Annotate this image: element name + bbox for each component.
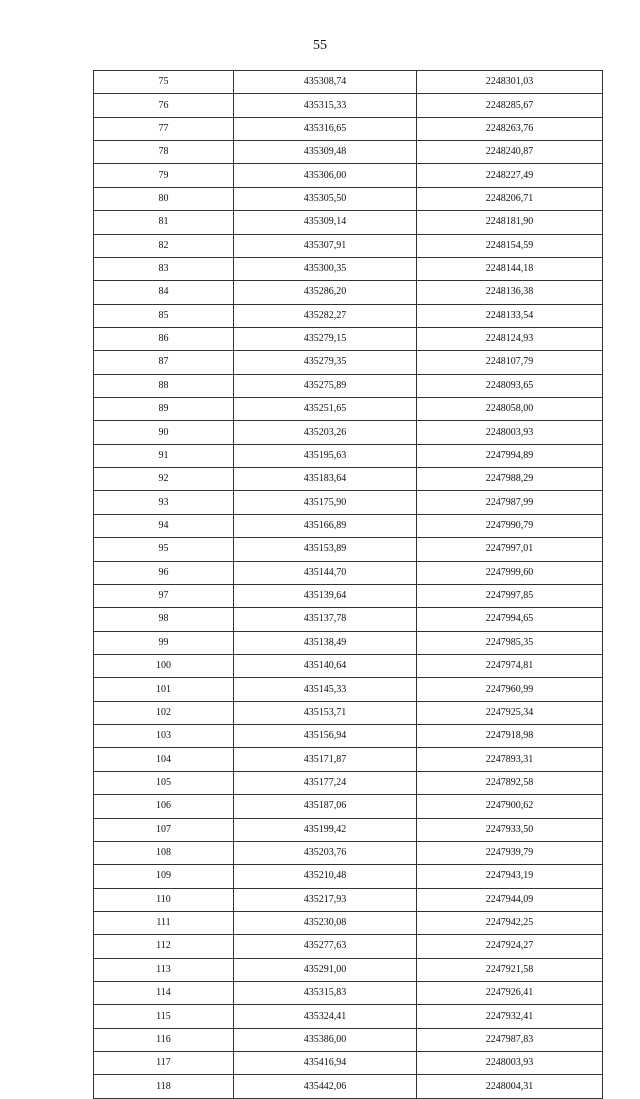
y-coordinate-cell: 2247985,35 [417,631,603,654]
point-number-cell: 92 [94,468,234,491]
table-row [94,514,603,537]
point-number-cell: 117 [94,1052,234,1075]
table-row [94,795,603,818]
y-coordinate-cell: 2247893,31 [417,748,603,771]
x-coordinate-cell: 435137,78 [234,608,417,631]
table-row [94,164,603,187]
y-coordinate-cell: 2248003,93 [417,1052,603,1075]
y-coordinate-cell: 2248154,59 [417,234,603,257]
x-coordinate-cell: 435416,94 [234,1052,417,1075]
point-number-cell: 88 [94,374,234,397]
x-coordinate-cell: 435279,15 [234,327,417,350]
table-row [94,71,603,94]
y-coordinate-cell: 2247925,34 [417,701,603,724]
y-coordinate-cell: 2247997,01 [417,538,603,561]
y-coordinate-cell: 2247942,25 [417,911,603,934]
table-row [94,725,603,748]
table-row [94,351,603,374]
x-coordinate-cell: 435217,93 [234,888,417,911]
y-coordinate-cell: 2248124,93 [417,327,603,350]
point-number-cell: 79 [94,164,234,187]
table-row [94,584,603,607]
x-coordinate-cell: 435145,33 [234,678,417,701]
table-row [94,234,603,257]
point-number-cell: 113 [94,958,234,981]
y-coordinate-cell: 2248285,67 [417,94,603,117]
x-coordinate-cell: 435210,48 [234,865,417,888]
x-coordinate-cell: 435277,63 [234,935,417,958]
point-number-cell: 106 [94,795,234,818]
point-number-cell: 80 [94,187,234,210]
table-row [94,888,603,911]
y-coordinate-cell: 2248144,18 [417,257,603,280]
x-coordinate-cell: 435153,71 [234,701,417,724]
x-coordinate-cell: 435177,24 [234,771,417,794]
x-coordinate-cell: 435316,65 [234,117,417,140]
point-number-cell: 108 [94,841,234,864]
point-number-cell: 78 [94,141,234,164]
y-coordinate-cell: 2248003,93 [417,421,603,444]
y-coordinate-cell: 2248263,76 [417,117,603,140]
point-number-cell: 98 [94,608,234,631]
table-row [94,561,603,584]
x-coordinate-cell: 435324,41 [234,1005,417,1028]
point-number-cell: 82 [94,234,234,257]
x-coordinate-cell: 435442,06 [234,1075,417,1098]
x-coordinate-cell: 435183,64 [234,468,417,491]
point-number-cell: 115 [94,1005,234,1028]
y-coordinate-cell: 2247999,60 [417,561,603,584]
table-row [94,94,603,117]
y-coordinate-cell: 2247987,83 [417,1028,603,1051]
x-coordinate-cell: 435315,83 [234,982,417,1005]
x-coordinate-cell: 435275,89 [234,374,417,397]
point-number-cell: 87 [94,351,234,374]
x-coordinate-cell: 435386,00 [234,1028,417,1051]
y-coordinate-cell: 2247918,98 [417,725,603,748]
point-number-cell: 85 [94,304,234,327]
y-coordinate-cell: 2248136,38 [417,281,603,304]
table-row [94,444,603,467]
y-coordinate-cell: 2248004,31 [417,1075,603,1098]
table-row [94,911,603,934]
x-coordinate-cell: 435195,63 [234,444,417,467]
y-coordinate-cell: 2247924,27 [417,935,603,958]
x-coordinate-cell: 435306,00 [234,164,417,187]
table-row [94,421,603,444]
point-number-cell: 111 [94,911,234,934]
y-coordinate-cell: 2247960,99 [417,678,603,701]
table-row [94,935,603,958]
point-number-cell: 90 [94,421,234,444]
x-coordinate-cell: 435309,14 [234,211,417,234]
y-coordinate-cell: 2247988,29 [417,468,603,491]
y-coordinate-cell: 2247900,62 [417,795,603,818]
y-coordinate-cell: 2248301,03 [417,71,603,94]
x-coordinate-cell: 435203,26 [234,421,417,444]
table-row [94,211,603,234]
y-coordinate-cell: 2247987,99 [417,491,603,514]
point-number-cell: 102 [94,701,234,724]
point-number-cell: 114 [94,982,234,1005]
point-number-cell: 112 [94,935,234,958]
point-number-cell: 105 [94,771,234,794]
table-row [94,327,603,350]
x-coordinate-cell: 435291,00 [234,958,417,981]
x-coordinate-cell: 435140,64 [234,654,417,677]
point-number-cell: 86 [94,327,234,350]
point-number-cell: 104 [94,748,234,771]
y-coordinate-cell: 2247926,41 [417,982,603,1005]
table-row [94,1028,603,1051]
y-coordinate-cell: 2247997,85 [417,584,603,607]
point-number-cell: 94 [94,514,234,537]
table-row [94,374,603,397]
table-row [94,304,603,327]
x-coordinate-cell: 435286,20 [234,281,417,304]
table-row [94,538,603,561]
table-row [94,608,603,631]
x-coordinate-cell: 435171,87 [234,748,417,771]
point-number-cell: 109 [94,865,234,888]
point-number-cell: 77 [94,117,234,140]
y-coordinate-cell: 2247944,09 [417,888,603,911]
table-row [94,1052,603,1075]
point-number-cell: 97 [94,584,234,607]
point-number-cell: 84 [94,281,234,304]
point-number-cell: 103 [94,725,234,748]
table-row [94,491,603,514]
table-row [94,117,603,140]
point-number-cell: 99 [94,631,234,654]
x-coordinate-cell: 435308,74 [234,71,417,94]
point-number-cell: 81 [94,211,234,234]
y-coordinate-cell: 2247921,58 [417,958,603,981]
table-row [94,468,603,491]
x-coordinate-cell: 435166,89 [234,514,417,537]
x-coordinate-cell: 435279,35 [234,351,417,374]
table-row [94,958,603,981]
y-coordinate-cell: 2248181,90 [417,211,603,234]
table-row [94,701,603,724]
x-coordinate-cell: 435251,65 [234,398,417,421]
table-row [94,982,603,1005]
y-coordinate-cell: 2248240,87 [417,141,603,164]
table-row [94,257,603,280]
table-row [94,678,603,701]
point-number-cell: 100 [94,654,234,677]
point-number-cell: 93 [94,491,234,514]
x-coordinate-cell: 435305,50 [234,187,417,210]
table-row [94,771,603,794]
x-coordinate-cell: 435144,70 [234,561,417,584]
table-row [94,654,603,677]
page-number: 55 [313,38,327,53]
x-coordinate-cell: 435138,49 [234,631,417,654]
x-coordinate-cell: 435230,08 [234,911,417,934]
table-row [94,187,603,210]
y-coordinate-cell: 2248133,54 [417,304,603,327]
x-coordinate-cell: 435315,33 [234,94,417,117]
y-coordinate-cell: 2247974,81 [417,654,603,677]
y-coordinate-cell: 2248206,71 [417,187,603,210]
y-coordinate-cell: 2248227,49 [417,164,603,187]
table-row [94,631,603,654]
y-coordinate-cell: 2248107,79 [417,351,603,374]
point-number-cell: 107 [94,818,234,841]
y-coordinate-cell: 2247892,58 [417,771,603,794]
table-row [94,281,603,304]
table-row [94,1005,603,1028]
table-row [94,865,603,888]
x-coordinate-cell: 435175,90 [234,491,417,514]
point-number-cell: 75 [94,71,234,94]
y-coordinate-cell: 2248093,65 [417,374,603,397]
x-coordinate-cell: 435156,94 [234,725,417,748]
table-row [94,398,603,421]
y-coordinate-cell: 2247994,65 [417,608,603,631]
table-row [94,818,603,841]
point-number-cell: 96 [94,561,234,584]
x-coordinate-cell: 435300,35 [234,257,417,280]
y-coordinate-cell: 2247990,79 [417,514,603,537]
y-coordinate-cell: 2247939,79 [417,841,603,864]
point-number-cell: 89 [94,398,234,421]
y-coordinate-cell: 2247933,50 [417,818,603,841]
point-number-cell: 118 [94,1075,234,1098]
point-number-cell: 116 [94,1028,234,1051]
x-coordinate-cell: 435282,27 [234,304,417,327]
x-coordinate-cell: 435309,48 [234,141,417,164]
point-number-cell: 110 [94,888,234,911]
coordinates-table [93,70,603,1099]
y-coordinate-cell: 2248058,00 [417,398,603,421]
x-coordinate-cell: 435307,91 [234,234,417,257]
x-coordinate-cell: 435203,76 [234,841,417,864]
point-number-cell: 95 [94,538,234,561]
x-coordinate-cell: 435153,89 [234,538,417,561]
x-coordinate-cell: 435199,42 [234,818,417,841]
point-number-cell: 83 [94,257,234,280]
y-coordinate-cell: 2247932,41 [417,1005,603,1028]
point-number-cell: 91 [94,444,234,467]
x-coordinate-cell: 435139,64 [234,584,417,607]
table-row [94,1075,603,1098]
point-number-cell: 101 [94,678,234,701]
y-coordinate-cell: 2247994,89 [417,444,603,467]
y-coordinate-cell: 2247943,19 [417,865,603,888]
coordinates-table-body [94,71,603,1099]
table-row [94,141,603,164]
point-number-cell: 76 [94,94,234,117]
table-row [94,841,603,864]
table-row [94,748,603,771]
x-coordinate-cell: 435187,06 [234,795,417,818]
